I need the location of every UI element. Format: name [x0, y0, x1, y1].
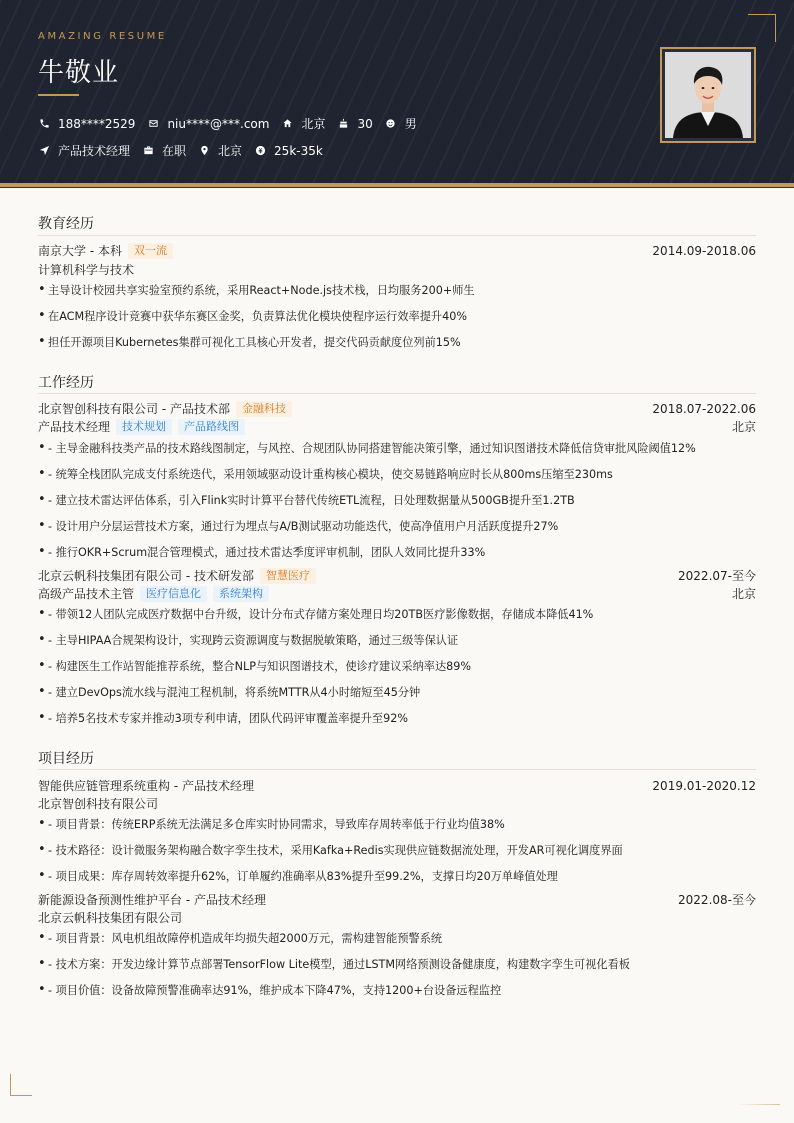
money-icon	[254, 145, 266, 157]
list-item: • - 技术方案：开发边缘计算节点部署TensorFlow Lite模型，通过LSTM网络预测设备健康度，构建数字孪生可视化看板	[38, 956, 630, 971]
list-item: • - 建立技术雷达评估体系，引入Flink实时计算平台替代传统ETL流程，日处理数据量从500GB提升至1.2TB	[38, 492, 575, 507]
phone-item	[38, 117, 135, 131]
job-header-row	[38, 400, 756, 417]
status-value: 在职	[162, 144, 187, 158]
education-major: 计算机科学与技术	[38, 263, 135, 277]
list-item: • 在ACM程序设计竞赛中获华东赛区金奖，负责算法优化模块使程序运行效率提升40%	[38, 308, 467, 323]
home-icon	[281, 118, 293, 130]
age-item	[337, 117, 372, 131]
education-header-row	[38, 242, 756, 259]
residence-item	[281, 115, 325, 132]
profile-photo-frame	[660, 47, 756, 143]
project-period: 2022.08-至今	[678, 893, 756, 907]
project-company: 北京云帆科技集团有限公司	[38, 911, 183, 925]
projects-section-title: 项目经历	[38, 751, 94, 767]
job-skill-tag: 系统架构	[213, 586, 269, 602]
job-header-row	[38, 567, 756, 584]
status-item	[142, 142, 186, 159]
phone-icon	[38, 118, 50, 130]
profile-photo	[665, 52, 751, 138]
list-item: • - 统筹全栈团队完成支付系统迭代，采用领域驱动设计重构核心模块，使交易链路响应时长从800ms压缩至230ms	[38, 466, 613, 481]
project-company-row	[38, 909, 756, 926]
header-dark-rule	[0, 187, 794, 188]
list-item: • - 项目背景：风电机组故障停机造成年均损失超2000万元，需构建智能预警系统	[38, 930, 443, 945]
target-city-value: 北京	[218, 144, 243, 158]
corner-ornament-top-right	[748, 14, 776, 42]
job-city: 北京	[731, 587, 756, 601]
intent-row	[38, 142, 335, 159]
education-period: 2014.09-2018.06	[652, 243, 756, 258]
list-item: • - 构建医生工作站智能推荐系统，整合NLP与知识图谱技术，使诊疗建议采纳率达89%	[38, 658, 471, 673]
target-role-value: 产品技术经理	[58, 144, 131, 158]
corner-ornament-bottom-right	[736, 1104, 780, 1105]
job-industry-tag: 智慧医疗	[260, 568, 316, 584]
location-icon	[198, 145, 210, 157]
salary-item	[254, 144, 323, 158]
send-icon	[38, 145, 50, 157]
project-name: 新能源设备预测性维护平台 - 产品技术经理	[38, 893, 266, 907]
project-company: 北京智创科技有限公司	[38, 797, 159, 811]
age-value: 30	[357, 116, 373, 131]
candidate-name: 牛敬业	[38, 58, 120, 88]
email-item	[147, 117, 269, 131]
mail-icon	[147, 118, 159, 130]
gender-icon	[385, 118, 397, 130]
contact-row	[38, 115, 429, 132]
list-item: • - 项目成果：库存周转效率提升62%，订单履约准确率从83%提升至99.2%，支撑日均20万单峰值处理	[38, 868, 558, 883]
cake-icon	[337, 118, 349, 130]
job-skill-tag: 医疗信息化	[140, 586, 207, 602]
education-divider	[38, 235, 756, 236]
list-item: • - 带领12人团队完成医疗数据中台升级，设计分布式存储方案处理日均20TB医疗影像数据，存储成本降低41%	[38, 606, 594, 621]
project-company-row	[38, 795, 756, 812]
education-tag: 双一流	[128, 243, 173, 259]
job-role-row	[38, 585, 756, 602]
target-city-item	[198, 142, 242, 159]
work-divider	[38, 393, 756, 394]
education-section-title: 教育经历	[38, 216, 94, 232]
list-item: • - 项目价值：设备故障预警准确率达91%，维护成本下降47%，支持1200+台设备远程监控	[38, 982, 502, 997]
list-item: • - 项目背景：传统ERP系统无法满足多仓库实时协同需求，导致库存周转率低于行业均值38%	[38, 816, 505, 831]
gender-item	[385, 115, 417, 132]
phone-value: 188****2529	[58, 116, 136, 131]
job-skill-tag: 技术规划	[116, 419, 172, 435]
salary-value: 25k-35k	[274, 143, 323, 158]
target-role-item	[38, 142, 130, 159]
project-header-row	[38, 777, 756, 794]
list-item: • - 技术路径：设计微服务架构融合数字孪生技术，采用Kafka+Redis实现供应链数据流处理，开发AR可视化调度界面	[38, 842, 623, 857]
job-role-row	[38, 418, 756, 435]
projects-divider	[38, 769, 756, 770]
gender-value: 男	[404, 117, 417, 131]
list-item: • - 培养5名技术专家并推动3项专利申请，团队代码评审覆盖率提升至92%	[38, 710, 408, 725]
work-section-title: 工作经历	[38, 375, 94, 391]
job-city: 北京	[731, 420, 756, 434]
project-header-row	[38, 891, 756, 908]
job-industry-tag: 金融科技	[236, 401, 292, 417]
list-item: • - 设计用户分层运营技术方案，通过行为埋点与A/B测试驱动功能迭代，使高净值用户月活跃度提升27%	[38, 518, 559, 533]
education-school: 南京大学 - 本科	[38, 244, 122, 258]
list-item: • - 建立DevOps流水线与混沌工程机制，将系统MTTR从4小时缩短至45分钟	[38, 684, 421, 699]
project-name: 智能供应链管理系统重构 - 产品技术经理	[38, 779, 254, 793]
list-item: • 担任开源项目Kubernetes集群可视化工具核心开发者，提交代码贡献度位列前15%	[38, 334, 461, 349]
list-item: • - 主导金融科技类产品的技术路线图制定，与风控、合规团队协同搭建智能决策引擎，通过知识图谱技术降低信贷审批风险阈值12%	[38, 440, 696, 455]
job-period: 2022.07-至今	[678, 569, 756, 583]
list-item: • 主导设计校园共享实验室预约系统，采用React+Node.js技术栈，日均服务200+师生	[38, 282, 475, 297]
education-major-row	[38, 261, 756, 278]
project-period: 2019.01-2020.12	[652, 778, 756, 793]
corner-ornament-bottom-left	[10, 1074, 32, 1096]
list-item: • - 推行OKR+Scrum混合管理模式，通过技术雷达季度评审机制，团队人效同比提升33%	[38, 544, 486, 559]
job-period: 2018.07-2022.06	[652, 401, 756, 416]
name-underline	[38, 94, 79, 96]
job-role: 高级产品技术主管	[38, 587, 135, 601]
briefcase-icon	[142, 145, 154, 157]
residence-value: 北京	[301, 117, 326, 131]
tagline: AMAZING RESUME	[38, 31, 167, 42]
job-company: 北京云帆科技集团有限公司 - 技术研发部	[38, 569, 254, 583]
job-role: 产品技术经理	[38, 420, 111, 434]
email-value: niu****@***.com	[167, 116, 270, 131]
job-company: 北京智创科技有限公司 - 产品技术部	[38, 402, 230, 416]
avatar	[665, 52, 751, 138]
header-banner	[0, 0, 794, 183]
job-skill-tag: 产品路线图	[178, 419, 245, 435]
list-item: • - 主导HIPAA合规架构设计，实现跨云资源调度与数据脱敏策略，通过三级等保认证	[38, 632, 459, 647]
